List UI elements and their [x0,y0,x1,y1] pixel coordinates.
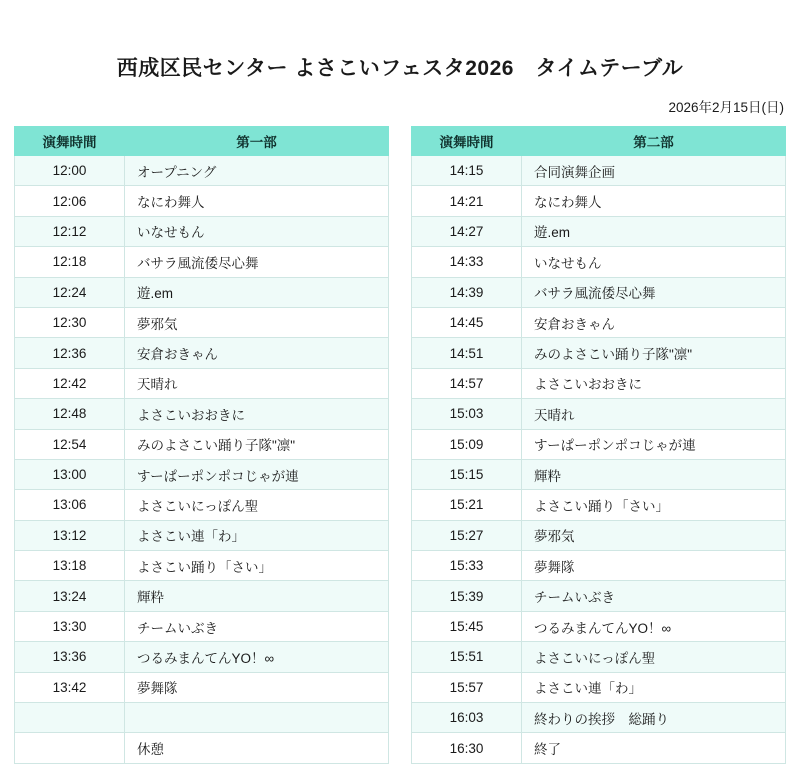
cell-performer: つるみまんてんYO！∞ [125,642,389,672]
cell-time: 12:42 [15,368,125,398]
timetable-part1-wrap [14,126,389,764]
table-row [412,672,786,702]
cell-performer: 夢邪気 [522,520,786,550]
cell-time: 12:06 [15,186,125,216]
cell-time: 12:30 [15,307,125,337]
table-row [412,156,786,186]
cell-time: 12:24 [15,277,125,307]
table-row [412,459,786,489]
cell-time: 15:51 [412,642,522,672]
table-row [15,611,389,641]
cell-performer: 安倉おきゃん [125,338,389,368]
cell-performer: よさこい連「わ」 [125,520,389,550]
cell-time: 13:30 [15,611,125,641]
cell-time: 13:18 [15,551,125,581]
cell-time: 16:03 [412,703,522,733]
cell-time: 14:39 [412,277,522,307]
cell-performer: バサラ風流倭尽心舞 [125,247,389,277]
cell-time: 15:39 [412,581,522,611]
table-row [15,368,389,398]
table-row [15,520,389,550]
table-row [15,581,389,611]
cell-time: 12:12 [15,216,125,246]
cell-performer: 終了 [522,733,786,763]
cell-time: 14:27 [412,216,522,246]
cell-performer: オープニング [125,156,389,186]
cell-performer: いなせもん [522,247,786,277]
timetable-part2-body [412,156,786,764]
cell-performer: 夢邪気 [125,307,389,337]
cell-time: 15:33 [412,551,522,581]
table-row [412,399,786,429]
cell-performer: すーぱーポンポコじゃが連 [125,459,389,489]
event-date: 2026年2月15日(日) [668,100,784,115]
cell-performer: よさこいにっぽん聖 [125,490,389,520]
table-row [15,338,389,368]
table-row [15,216,389,246]
cell-time: 15:15 [412,459,522,489]
cell-time: 15:03 [412,399,522,429]
cell-performer: みのよさこい踊り子隊"凛" [522,338,786,368]
table-row [15,642,389,672]
cell-performer [125,703,389,733]
cell-time: 13:42 [15,672,125,702]
table-row [412,429,786,459]
cell-performer: みのよさこい踊り子隊"凛" [125,429,389,459]
column-header-part: 第一部 [125,127,389,156]
cell-time: 14:15 [412,156,522,186]
table-row [412,216,786,246]
cell-performer: チームいぶき [522,581,786,611]
table-row [412,247,786,277]
table-row [412,490,786,520]
cell-performer: 輝粋 [522,459,786,489]
cell-performer: よさこいにっぽん聖 [522,642,786,672]
cell-time: 15:21 [412,490,522,520]
cell-time: 13:06 [15,490,125,520]
cell-performer: 休憩 [125,733,389,763]
cell-time [15,733,125,763]
table-row [412,703,786,733]
table-row [15,672,389,702]
page-title: 西成区民センター よさこいフェスタ2026 タイムテーブル [116,57,684,80]
table-row [15,399,389,429]
cell-performer: 遊.em [125,277,389,307]
table-row [412,338,786,368]
table-row [15,703,389,733]
timetable-part2-wrap [411,126,786,764]
cell-time: 14:45 [412,307,522,337]
timetable-container [0,116,800,764]
cell-performer: 天晴れ [125,368,389,398]
table-row [412,733,786,763]
table-row [412,186,786,216]
table-row [412,368,786,398]
table-row [15,459,389,489]
cell-performer: よさこいおおきに [522,368,786,398]
table-row [15,156,389,186]
cell-performer: すーぱーポンポコじゃが連 [522,429,786,459]
cell-time: 12:18 [15,247,125,277]
cell-performer: 夢舞隊 [125,672,389,702]
table-header-row [15,127,389,156]
cell-performer: 天晴れ [522,399,786,429]
table-row [412,551,786,581]
table-row [15,186,389,216]
table-row [15,307,389,337]
cell-time [15,703,125,733]
cell-performer: 夢舞隊 [522,551,786,581]
column-header-time: 演舞時間 [412,127,522,156]
cell-time: 16:30 [412,733,522,763]
table-row [412,581,786,611]
cell-performer: なにわ舞人 [522,186,786,216]
timetable-part1-body [15,156,389,764]
cell-performer: 遊.em [522,216,786,246]
table-row [15,551,389,581]
timetable-part1 [14,126,389,764]
cell-performer: つるみまんてんYO！∞ [522,611,786,641]
cell-time: 12:54 [15,429,125,459]
table-row [15,733,389,763]
cell-performer: いなせもん [125,216,389,246]
table-row [15,247,389,277]
cell-time: 14:57 [412,368,522,398]
cell-time: 14:51 [412,338,522,368]
cell-time: 13:24 [15,581,125,611]
cell-time: 15:57 [412,672,522,702]
cell-time: 13:36 [15,642,125,672]
cell-performer: 輝粋 [125,581,389,611]
cell-performer: 合同演舞企画 [522,156,786,186]
table-row [412,611,786,641]
table-row [412,520,786,550]
column-header-time: 演舞時間 [15,127,125,156]
table-row [15,490,389,520]
cell-performer: よさこい踊り「さい」 [125,551,389,581]
cell-time: 12:00 [15,156,125,186]
cell-time: 12:36 [15,338,125,368]
cell-time: 12:48 [15,399,125,429]
cell-time: 15:27 [412,520,522,550]
cell-performer: 終わりの挨拶 総踊り [522,703,786,733]
table-header-row [412,127,786,156]
cell-time: 13:00 [15,459,125,489]
cell-time: 15:09 [412,429,522,459]
table-row [412,277,786,307]
table-row [412,307,786,337]
cell-time: 14:33 [412,247,522,277]
cell-performer: よさこい踊り「さい」 [522,490,786,520]
cell-performer: バサラ風流倭尽心舞 [522,277,786,307]
cell-time: 14:21 [412,186,522,216]
cell-performer: よさこいおおきに [125,399,389,429]
cell-performer: 安倉おきゃん [522,307,786,337]
cell-time: 13:12 [15,520,125,550]
table-row [15,429,389,459]
timetable-part2 [411,126,786,764]
cell-time: 15:45 [412,611,522,641]
table-row [412,642,786,672]
column-header-part: 第二部 [522,127,786,156]
cell-performer: チームいぶき [125,611,389,641]
table-row [15,277,389,307]
cell-performer: なにわ舞人 [125,186,389,216]
cell-performer: よさこい連「わ」 [522,672,786,702]
